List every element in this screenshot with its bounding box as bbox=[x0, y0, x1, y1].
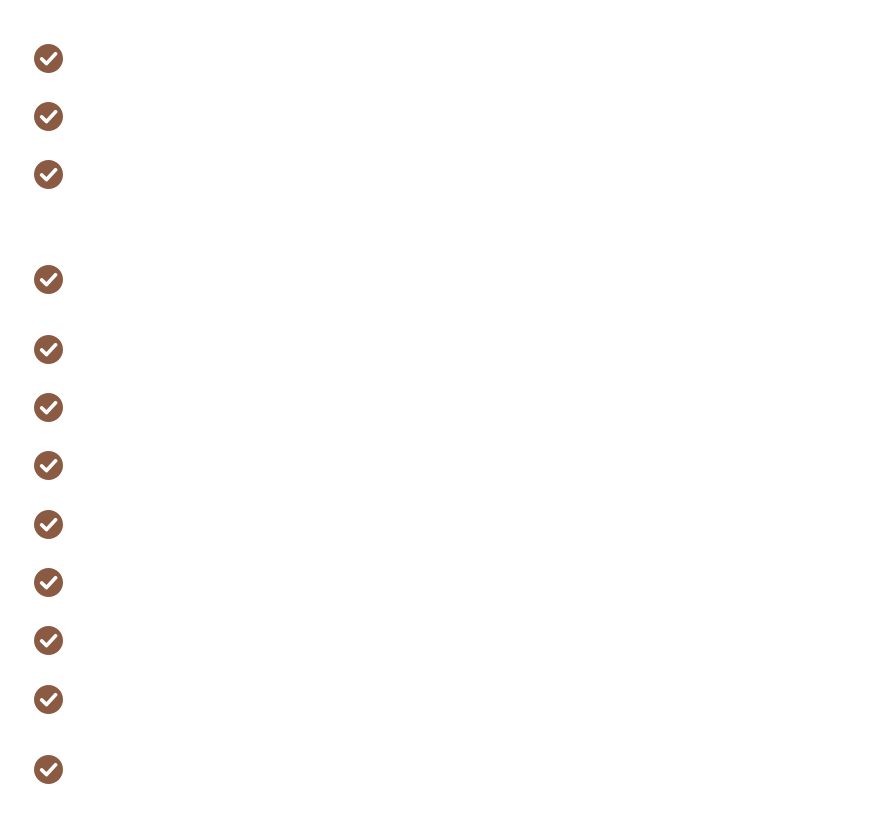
check-circle-icon bbox=[34, 335, 63, 364]
check-circle-icon bbox=[34, 755, 63, 784]
check-circle-icon bbox=[34, 44, 63, 73]
check-circle-icon bbox=[34, 568, 63, 597]
check-circle-icon bbox=[34, 160, 63, 189]
check-circle-icon bbox=[34, 451, 63, 480]
check-circle-icon bbox=[34, 626, 63, 655]
check-circle-icon bbox=[34, 510, 63, 539]
check-circle-icon bbox=[34, 393, 63, 422]
check-circle-icon bbox=[34, 265, 63, 294]
check-circle-icon bbox=[34, 685, 63, 714]
check-circle-icon bbox=[34, 102, 63, 131]
